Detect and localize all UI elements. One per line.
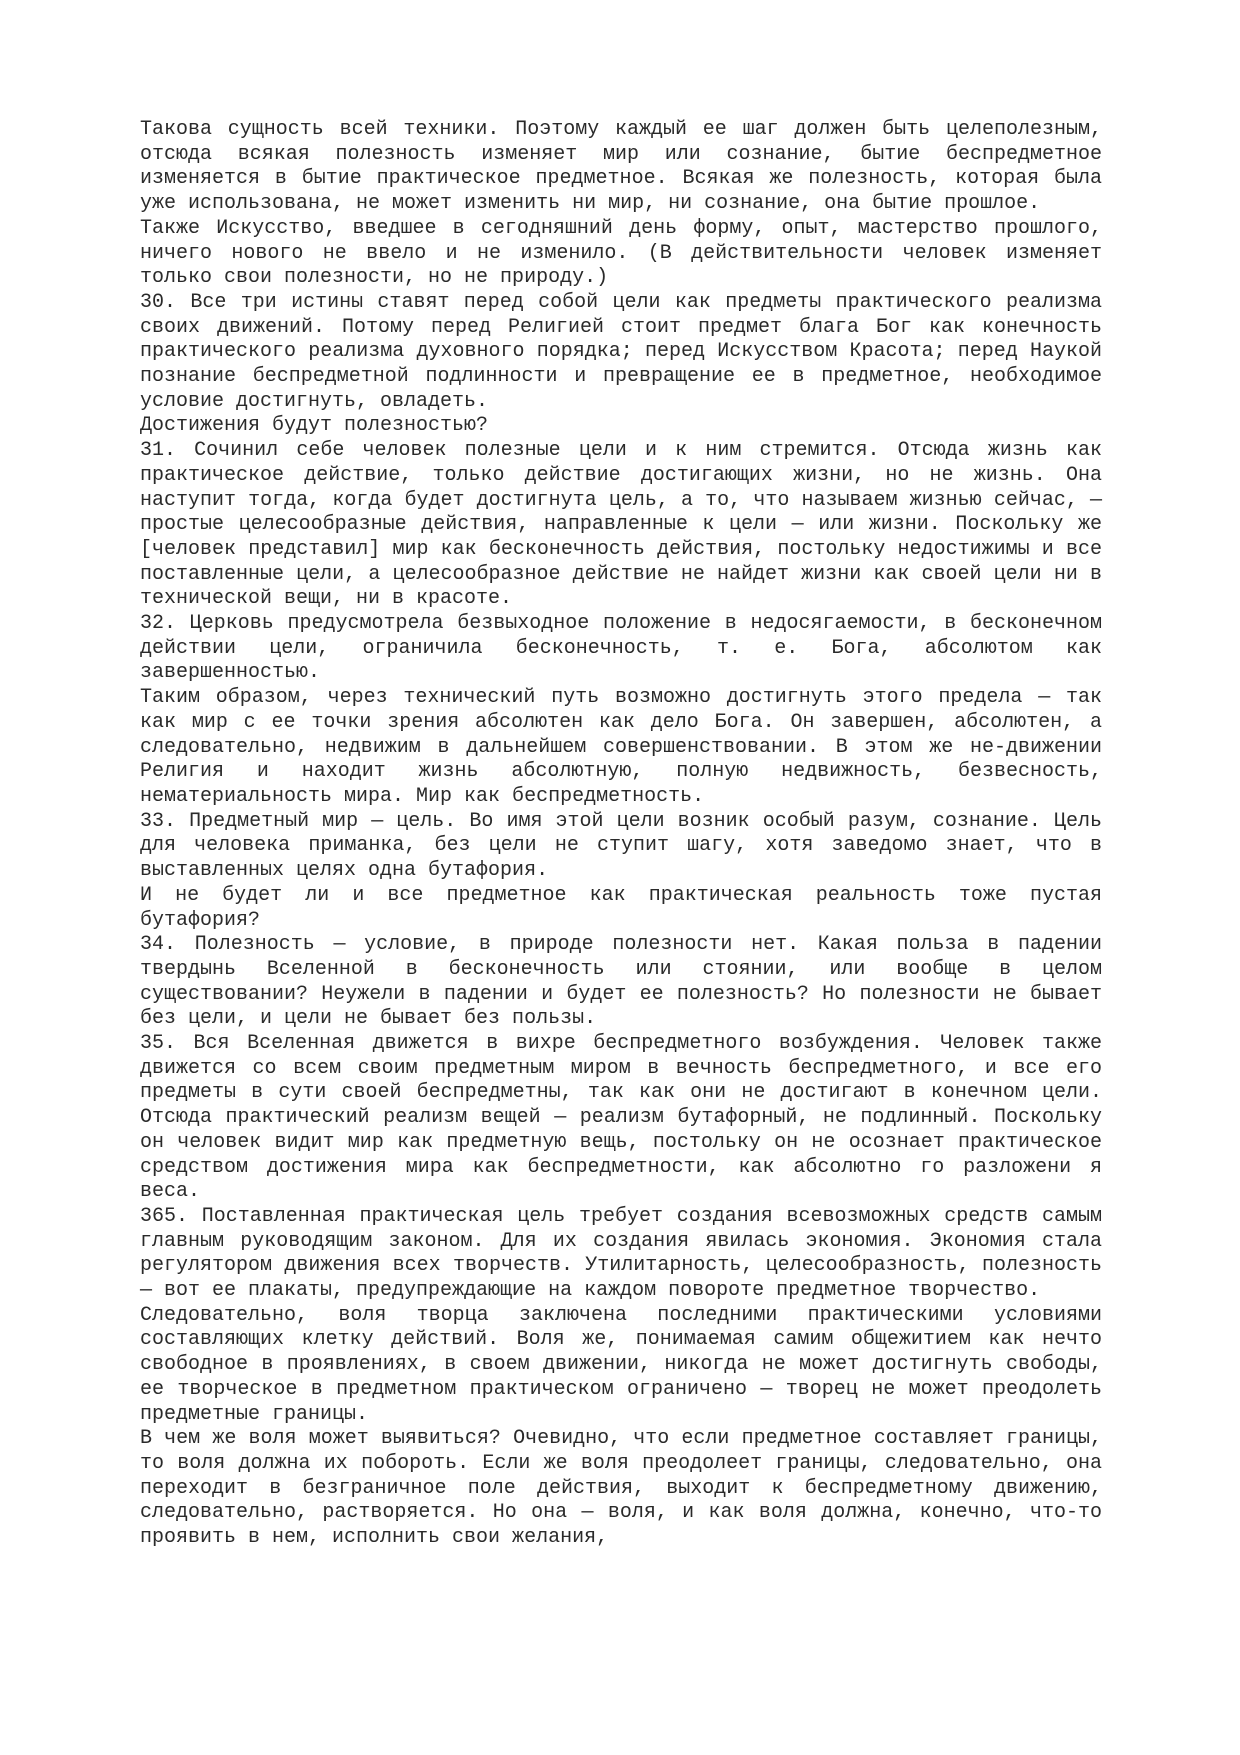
paragraph-32: 32. Церковь предусмотрела безвыходное положение в недосягаемости, в бесконечном действии цели, ограничила бесконечность, т. е. Бога, абсолютом как завершенностью. [140, 612, 1102, 685]
paragraph-33: 33. Предметный мир — цель. Во имя этой цели возник особый разум, сознание. Цель для человека приманка, без цели не ступит шагу, хотя заведомо знает, что в выставленных целях одна бутафория. [140, 809, 1102, 883]
paragraph-prop-question: И не будет ли и все предметное как практическая реальность тоже пустая бутафория? [140, 883, 1102, 932]
paragraph-technical-path: Таким образом, через технический путь возможно достигнуть этого предела — так как мир с ее точки зрения абсолютен как дело Бога. Он завершен, абсолютен, а следовательно, недвижим в дальнейшем совершенствовании. В этом же не-движении Религия и находит жизнь абсолютную, полную недвижность, безвесность, нематериальность мира. Мир как беспредметность. [140, 686, 1102, 808]
paragraph-will-question: В чем же воля может выявиться? Очевидно, что если предметное составляет границы, то воля должна их побороть. Если же воля преодолеет границы, следовательно, она переходит в безграничное поле действия, выходит к беспредметному движению, следовательно, растворяется. Но она — воля, и как воля должна, конечно, что-то проявить в нем, исполнить свои желания, [140, 1427, 1102, 1550]
paragraph-34: 34. Полезность — условие, в природе полезности нет. Какая польза в падении твердынь Вселенной в бесконечность или стоянии, или вообще в целом существовании? Неужели в падении и будет ее полезность? Но полезности не бывает без цели, и цели не бывает без пользы. [140, 933, 1102, 1031]
paragraph-35: 35. Вся Вселенная движется в вихре беспредметного возбуждения. Человек также движется со всем своим предметным миром в вечность беспредметного, и все его предметы в сути своей беспредметны, так как они не достигают в конечном цели. Отсюда практический реализм вещей — реализм бутафорный, не подлинный. Поскольку он человек видит мир как предметную вещь, постольку он не осознает практическое средством достижения мира как беспредметности, как абсолютно го разложени я веса. [140, 1032, 1102, 1204]
paragraph-will-of-creator: Следовательно, воля творца заключена последними практическими условиями составляющих клетку действий. Воля же, понимаемая самим общежитием как нечто свободное в проявлениях, в своем движении, никогда не может достигнуть свободы, ее творческое в предметном практическом ограничено — творец не может преодолеть предметные границы. [140, 1303, 1102, 1426]
paragraph-art-past: Также Искусство, введшее в сегодняшний день форму, опыт, мастерство прошлого, ничего нового не ввело и не изменило. (В действительности человек изменяет только свои полезности, но не природу.) [140, 216, 1102, 290]
paragraph-31: 31. Сочинил себе человек полезные цели и к ним стремится. Отсюда жизнь как практическое действие, только действие достигающих жизни, но не жизнь. Она наступит тогда, когда будет достигнута цель, а то, что называем жизнью сейчас, — простые целесообразные действия, направленные к цели — или жизни. Поскольку же [человек представил] мир как бесконечность действия, постольку недостижимы и все поставленные цели, а целесообразное действие не найдет жизни как своей цели ни в технической вещи, ни в красоте. [140, 439, 1102, 611]
paragraph-30: 30. Все три истины ставят перед собой цели как предметы практического реализма своих движений. Потому перед Религией стоит предмет блага Бог как конечность практического реализма духовного порядка; перед Искусством Красота; перед Наукой познание беспредметной подлинности и превращение ее в предметное, необходимое условие достигнуть, овладеть. [140, 290, 1102, 413]
paragraph-achievements-question: Достижения будут полезностью? [140, 414, 489, 438]
paragraph-techniques-essence: Такова сущность всей техники. Поэтому каждый ее шаг должен быть целеполезным, отсюда всякая полезность изменяет мир или сознание, бытие беспредметное изменяется в бытие практическое предметное. Всякая же полезность, которая была уже использована, не может изменить ни мир, ни сознание, она бытие прошлое. [140, 118, 1102, 216]
paragraph-365: 365. Поставленная практическая цель требует создания всевозможных средств самым главным руководящим законом. Для их создания явилась экономия. Экономия стала регулятором движения всех творчеств. Утилитарность, целесообразность, полезность — вот ее плакаты, предупреждающие на каждом повороте предметное творчество. [140, 1204, 1102, 1303]
document-page [140, 118, 1102, 1551]
